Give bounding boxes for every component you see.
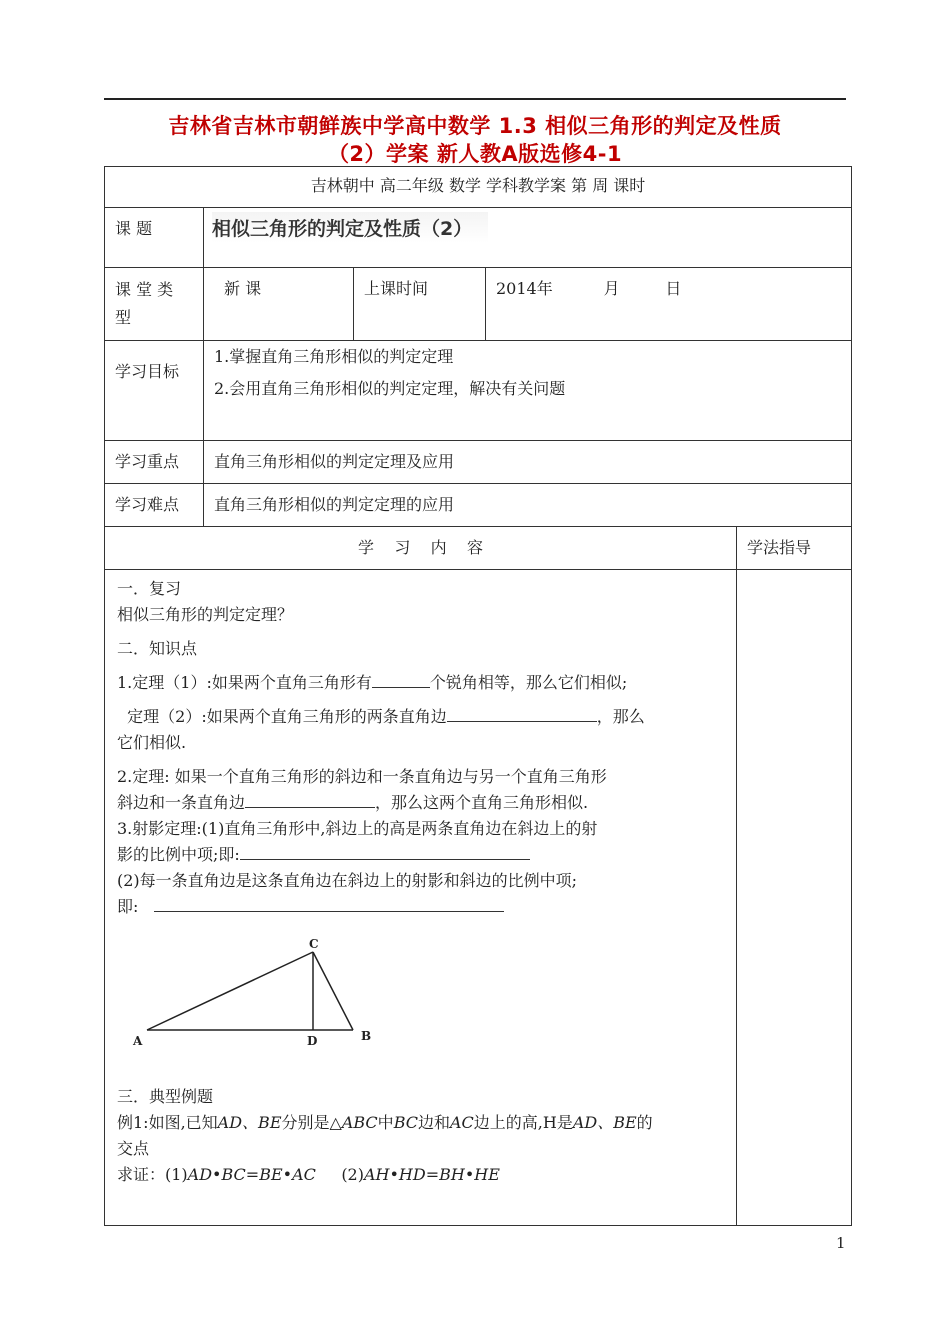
class-type-label: 课 堂 类 型 xyxy=(115,280,174,327)
guide-header: 学法指导 xyxy=(747,538,812,557)
content-body-cell xyxy=(105,570,737,1226)
content-header-cell xyxy=(105,527,737,570)
class-type-value: 新 课 xyxy=(224,279,262,298)
subject-value-cell xyxy=(204,208,852,268)
example1-line2: 交点 xyxy=(117,1139,150,1158)
focus-label-cell xyxy=(105,441,204,484)
guide-header-cell xyxy=(737,527,852,570)
review-heading: 一．复习 xyxy=(117,579,182,598)
side-bc xyxy=(313,952,353,1030)
document-title-line2: （2）学案 新人教A版选修4-1 xyxy=(327,142,623,166)
focus-value: 直角三角形相似的判定定理及应用 xyxy=(214,452,455,471)
objective-item-2: 2.会用直角三角形相似的判定定理，解决有关问题 xyxy=(214,379,566,398)
page-number: 1 xyxy=(836,1234,846,1252)
class-time-label: 上课时间 xyxy=(364,279,429,298)
projection-theorem-line2: 影的比例中项;即: xyxy=(117,842,726,868)
difficulty-label-cell xyxy=(105,484,204,527)
example1-line1: 例1:如图,已知AD、BE分别是△ABC中BC边和AC边上的高,H是AD、BE的 xyxy=(117,1113,653,1132)
difficulty-label: 学习难点 xyxy=(115,495,180,514)
header-row xyxy=(105,167,852,208)
theorem2: 定理（2）:如果两个直角三角形的两条直角边 ，那么 xyxy=(127,707,645,726)
label-a: A xyxy=(133,1034,143,1048)
prove-line: 求证：(1)AD•BC=BE•AC (2)AH•HD=BH•HE xyxy=(117,1165,500,1184)
side-ac xyxy=(147,952,313,1030)
review-text: 相似三角形的判定定理？ xyxy=(117,605,294,624)
class-type-value-cell xyxy=(204,268,354,341)
theorem3-line2: 斜边和一条直角边 ，那么这两个直角三角形相似. xyxy=(117,793,589,812)
projection-theorem-line3: (2)每一条直角边是这条直角边在斜边上的射影和斜边的比例中项; xyxy=(117,871,578,890)
lesson-plan-table xyxy=(104,166,852,1226)
triangle-figure xyxy=(121,934,421,1054)
guide-body-cell xyxy=(737,570,852,1226)
projection-theorem-line4: 即: xyxy=(117,894,726,920)
class-date-cell xyxy=(486,268,852,341)
blank-1[interactable] xyxy=(372,671,430,688)
focus-value-cell xyxy=(204,441,852,484)
subject-value: 相似三角形的判定及性质（2） xyxy=(212,212,488,243)
blank-2[interactable] xyxy=(447,705,597,722)
theorem1: 1.定理（1）:如果两个直角三角形有 个锐角相等，那么它们相似; xyxy=(117,673,628,692)
top-rule xyxy=(104,98,846,100)
objective-item-1: 1.掌握直角三角形相似的判定定理 xyxy=(214,347,454,366)
blank-3[interactable] xyxy=(245,791,375,808)
subject-label-cell xyxy=(105,208,204,268)
class-date-value: 2014年 月 日 xyxy=(496,279,682,298)
label-d: D xyxy=(307,1034,318,1048)
label-c: C xyxy=(309,937,319,951)
class-time-label-cell xyxy=(354,268,486,341)
blank-4[interactable] xyxy=(240,843,530,860)
knowledge-heading: 二．知识点 xyxy=(117,639,198,658)
theorem2-cont: 它们相似. xyxy=(117,733,187,752)
label-b: B xyxy=(361,1029,372,1043)
objectives-label-cell xyxy=(105,341,204,441)
subject-label: 课 题 xyxy=(115,219,153,238)
blank-5[interactable] xyxy=(154,895,504,912)
objectives-value-cell xyxy=(204,341,852,441)
focus-label: 学习重点 xyxy=(115,452,180,471)
content-body xyxy=(105,570,736,1198)
class-type-label-cell xyxy=(105,268,204,341)
content-header: 学 习 内 容 xyxy=(357,538,484,557)
objectives-label: 学习目标 xyxy=(115,362,180,381)
examples-heading: 三．典型例题 xyxy=(117,1087,214,1106)
difficulty-value-cell xyxy=(204,484,852,527)
document-title-line1: 吉林省吉林市朝鲜族中学高中数学 1.3 相似三角形的判定及性质 xyxy=(168,114,782,138)
theorem3-line1: 2.定理: 如果一个直角三角形的斜边和一条直角边与另一个直角三角形 xyxy=(117,767,607,786)
difficulty-value: 直角三角形相似的判定定理的应用 xyxy=(214,495,455,514)
header-row-text: 吉林朝中 高二年级 数学 学科教学案 第 周 课时 xyxy=(310,176,646,195)
projection-theorem-line1: 3.射影定理:(1)直角三角形中,斜边上的高是两条直角边在斜边上的射 xyxy=(117,819,598,838)
